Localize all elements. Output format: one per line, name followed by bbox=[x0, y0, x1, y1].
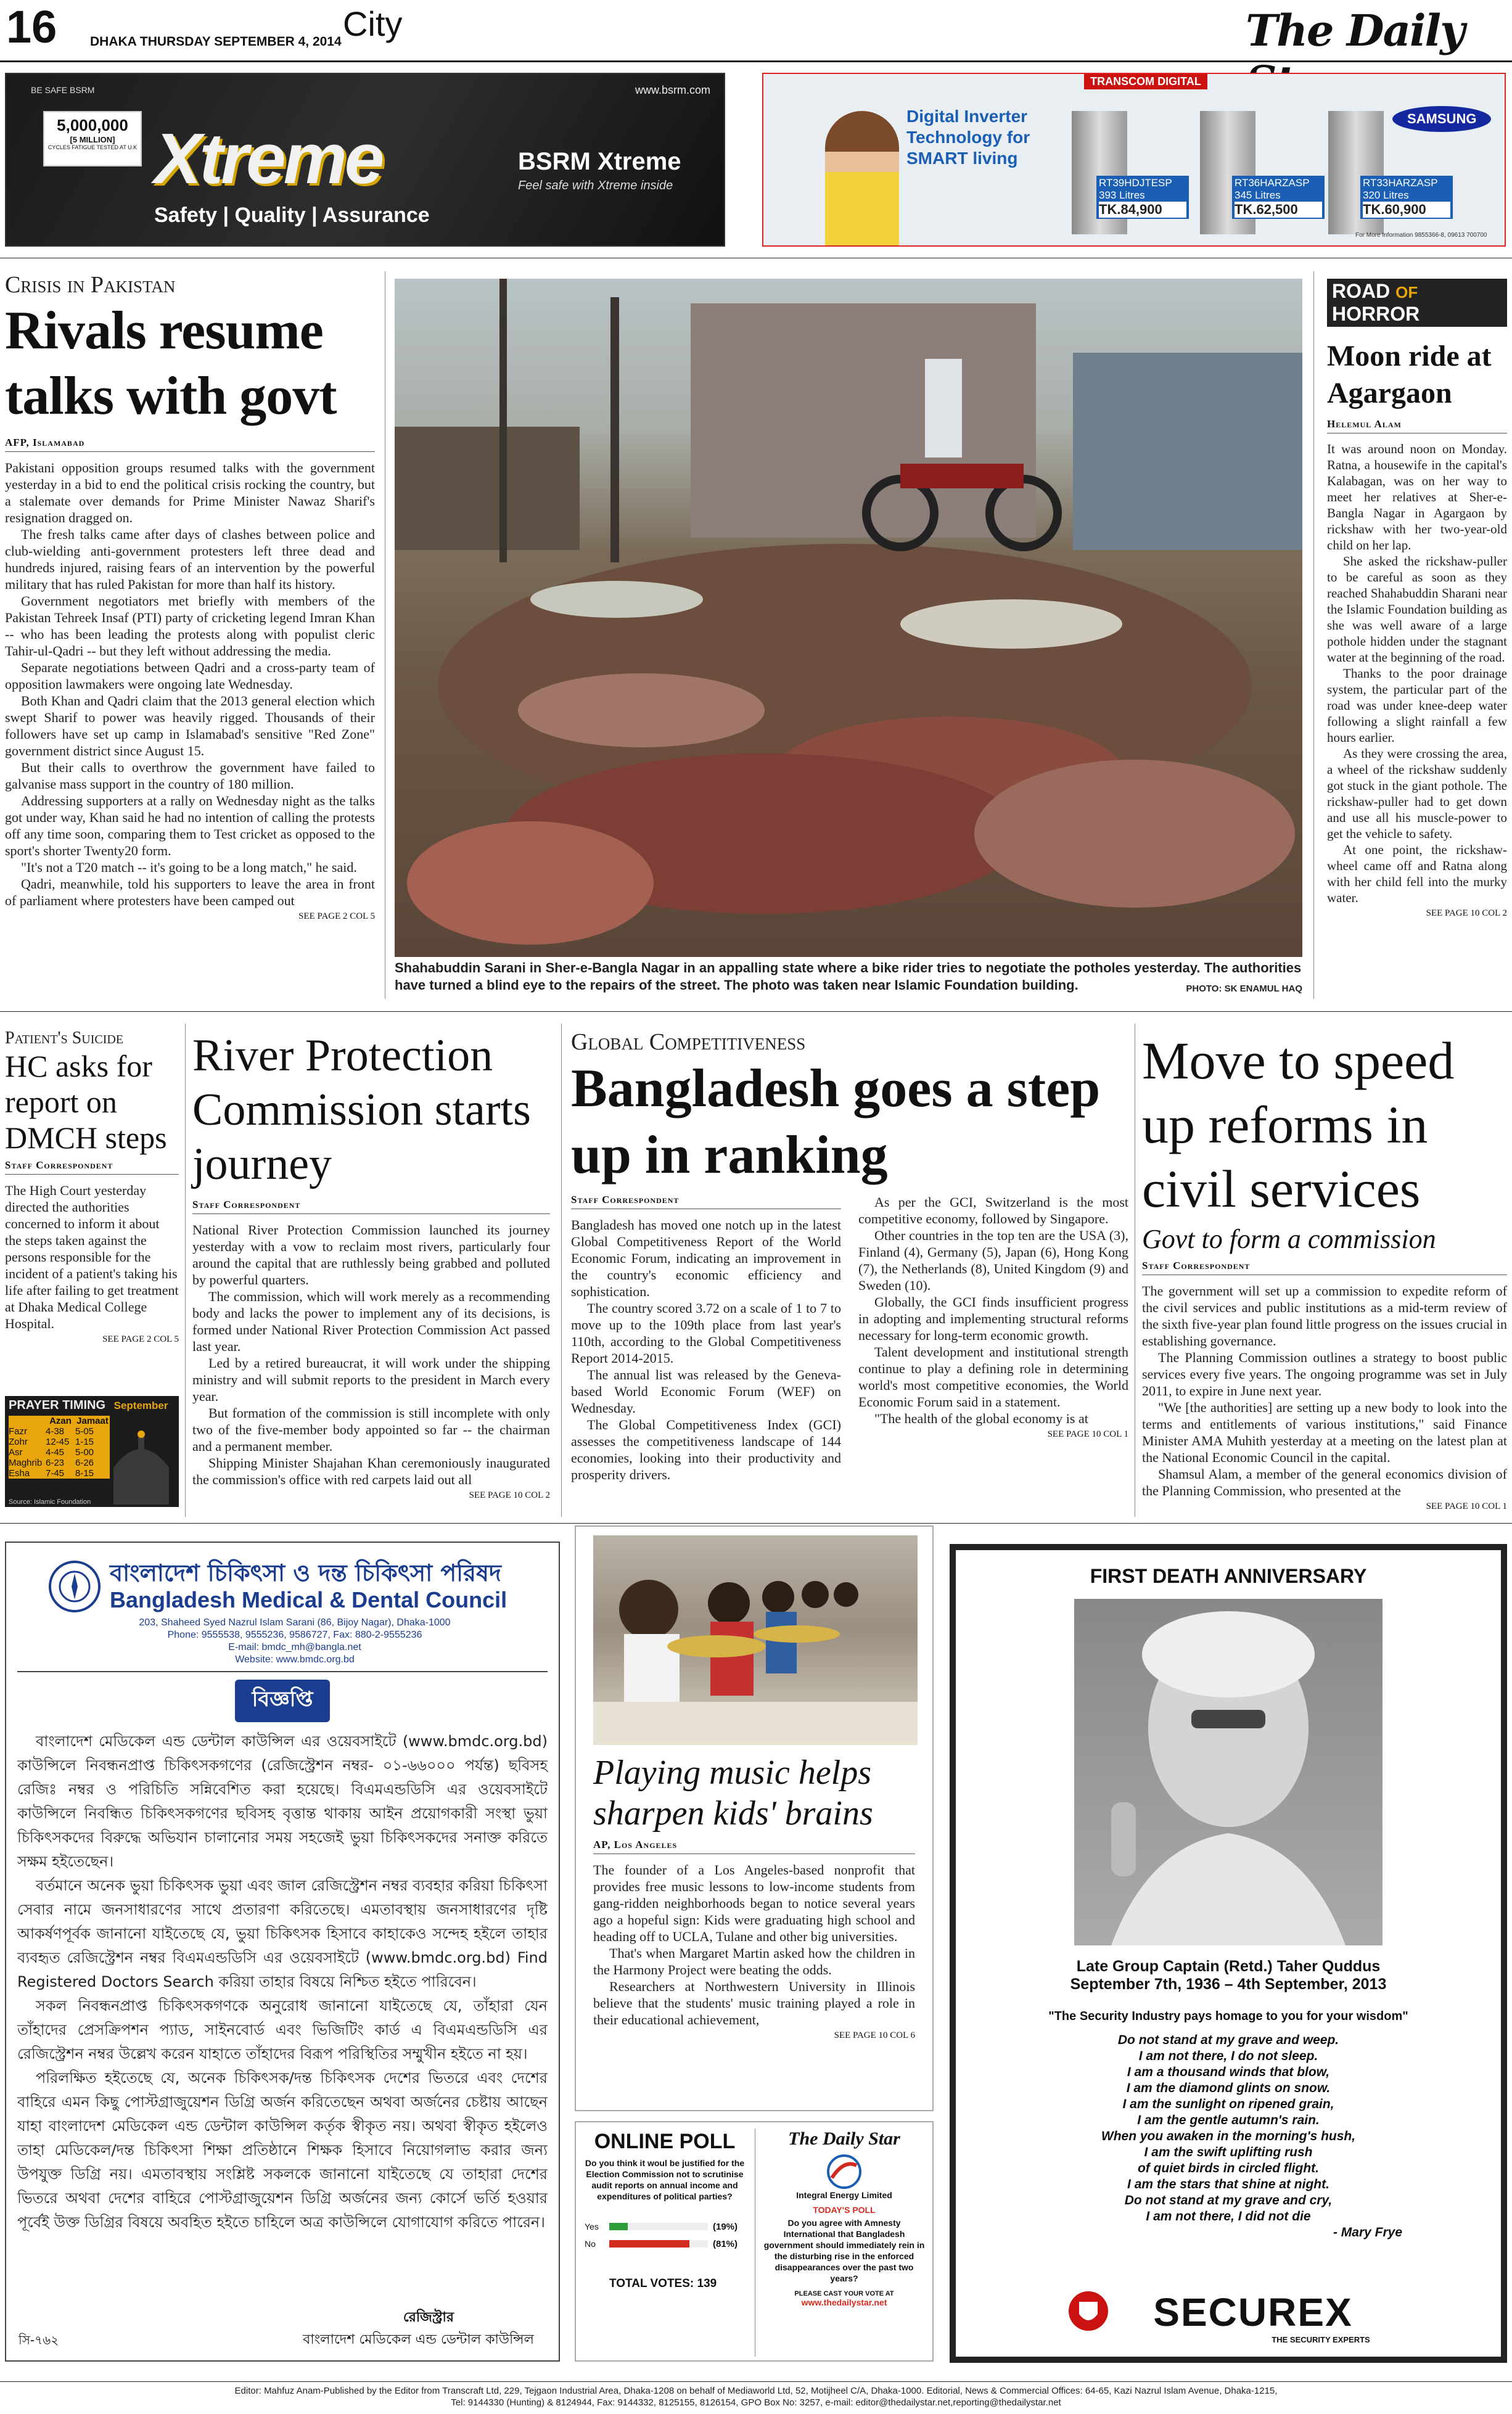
story-body bbox=[858, 1194, 1128, 1427]
bsrm-badge: BE SAFE BSRM bbox=[31, 85, 95, 95]
paragraph: Led by a retired bureaucrat, it will work under the shipping ministry and will submit reports to the president in March every year. bbox=[192, 1355, 550, 1404]
paragraph: As per the GCI, Switzerland is the most competitive economy, followed by Singapore. bbox=[858, 1194, 1128, 1226]
model-1 bbox=[1096, 176, 1189, 219]
paragraph: Thanks to the poor drainage system, the particular part of the road was under knee-deep water following a slight rainfall a few hours earlier. bbox=[1327, 666, 1507, 745]
paragraph: Separate negotiations between Qadri and a cross-party team of opposition lawmakers were ongoing late Wednesday. bbox=[5, 660, 375, 692]
road-horror-story bbox=[1327, 279, 1507, 919]
poll-brand: The Daily Star bbox=[788, 2129, 900, 2149]
bmdc-title-en: Bangladesh Medical & Dental Council bbox=[110, 1587, 507, 1612]
poll-total: TOTAL VOTES: 139 bbox=[609, 2277, 717, 2290]
imprint bbox=[0, 2385, 1512, 2408]
headline: Playing music helps sharpen kids' brains bbox=[593, 1754, 873, 1833]
story-body bbox=[593, 1862, 915, 2028]
kicker: Patient's Suicide bbox=[5, 1028, 124, 1048]
samsung-logo: SAMSUNG bbox=[1392, 106, 1491, 132]
byline: AFP, Islamabad bbox=[5, 437, 375, 452]
model-woman bbox=[825, 111, 899, 247]
paragraph: Shipping Minister Shajahan Khan ceremoniously inaugurated the commission's office with red carpets laid out all bbox=[192, 1455, 550, 1487]
life-dates: September 7th, 1936 – 4th September, 2013 bbox=[1070, 1976, 1387, 1993]
poem-line: Do not stand at my grave and weep. bbox=[1117, 2033, 1339, 2047]
todays-poll bbox=[761, 2129, 927, 2307]
paragraph: Globally, the GCI finds insufficient progress in adopting and implementing structural reforms necessary for long-term economic growth. bbox=[858, 1294, 1128, 1343]
model-2 bbox=[1232, 176, 1325, 219]
transcom-logo: TRANSCOM DIGITAL bbox=[1084, 74, 1207, 89]
section-label: City bbox=[343, 4, 403, 43]
civil-story bbox=[1142, 1028, 1507, 1512]
paragraph: "It's not a T20 match -- it's going to be a long match," he said. bbox=[21, 860, 357, 875]
xtreme-brand: Xtreme bbox=[154, 118, 382, 199]
prayer-timing-box bbox=[5, 1396, 179, 1507]
shield-icon bbox=[1067, 2289, 1110, 2333]
model-size: 320 Litres bbox=[1363, 189, 1409, 201]
xtreme-tagline: Safety | Quality | Assurance bbox=[154, 203, 430, 227]
prayer-name: Asr bbox=[9, 1447, 23, 1458]
samsung-headline: Digital Inverter Technology for SMART living bbox=[906, 107, 1030, 168]
azan-time: 4-45 bbox=[46, 1447, 65, 1458]
music-photo bbox=[593, 1535, 918, 1745]
series-label-c: HORROR bbox=[1332, 303, 1420, 325]
bmdc-phone: Phone: 9555538, 9555236, 9586727, Fax: 880-2-9555236 bbox=[167, 1630, 422, 1640]
bsrm-url: www.bsrm.com bbox=[635, 84, 711, 96]
obituary-ad bbox=[950, 1544, 1507, 2363]
poem bbox=[980, 2032, 1476, 2241]
prayer-name: Zohr bbox=[9, 1437, 28, 1447]
option-track bbox=[609, 2223, 708, 2230]
bmdc-website: Website: www.bmdc.org.bd bbox=[235, 1654, 355, 1665]
model-code: RT36HARZASP bbox=[1235, 177, 1310, 189]
trumpet-kids-scene bbox=[593, 1535, 918, 1745]
photo-caption bbox=[395, 959, 1302, 998]
vote-link[interactable]: www.thedailystar.net bbox=[801, 2297, 887, 2307]
table-row bbox=[9, 1447, 110, 1458]
story-body bbox=[1327, 441, 1507, 906]
story-body bbox=[5, 1182, 179, 1332]
col-blank bbox=[9, 1416, 46, 1426]
option-track bbox=[609, 2240, 708, 2248]
subheadline: Govt to form a commission bbox=[1142, 1224, 1436, 1254]
paragraph: But formation of the commission is still incomplete with only two of the five-member body appointed so far -- the chairman and a permanent member. bbox=[192, 1405, 550, 1454]
bsrm-logo: BSRM Xtreme bbox=[518, 148, 681, 175]
gci-story bbox=[571, 1028, 1128, 1483]
poll-sponsor: Integral Energy Limited bbox=[796, 2190, 892, 2200]
option-percent: (19%) bbox=[713, 2221, 738, 2232]
prayer-source: Source: Islamic Foundation bbox=[9, 1498, 91, 1506]
paragraph: Pakistani opposition groups resumed talks with the government yesterday in a bid to end the political crisis rocking the country, but a stalemate over demands for Prime Minister Nawaz Sharif's resignation dragged on. bbox=[5, 460, 375, 525]
poem-line: When you awaken in the morning's hush, bbox=[1101, 2129, 1356, 2143]
poem-line: I am not there, I do not sleep. bbox=[1138, 2049, 1318, 2063]
table-row bbox=[9, 1437, 110, 1447]
poll-question: Do you think it woul be justified for the Election Commission not to scrutinise audit reports on annual income and expenditures of political parties? bbox=[585, 2158, 745, 2201]
series-label-a: ROAD bbox=[1332, 280, 1391, 302]
story-body bbox=[192, 1221, 550, 1488]
col-jamaat: Jamaat bbox=[76, 1416, 109, 1426]
bmdc-contact bbox=[122, 1617, 467, 1666]
see-page: SEE PAGE 10 COL 2 bbox=[469, 1490, 550, 1500]
bmdc-email: E-mail: bmdc_mh@bangla.net bbox=[228, 1642, 361, 1652]
prayer-title: PRAYER TIMING bbox=[9, 1398, 106, 1412]
paragraph: The fresh talks came after days of clashes between police and club-wielding anti-government protesters left three dead and hundreds injured, raising fears of an intervention by the powerful military that has ruled Pakistan for more than half its history. bbox=[5, 527, 375, 592]
series-label bbox=[1327, 279, 1507, 327]
prayer-name: Fazr bbox=[9, 1426, 27, 1437]
paragraph: পরিলক্ষিত হইতেছে যে, অনেক চিকিৎসক/দন্ত চিকিৎসক দেশের ভিতরে এবং দেশের বাহিরে এমন কিছু পোস্টগ্রাজুয়েশন ডিগ্রি অর্জন করিতেছেন অথবা অর্জনের চেষ্টায় আছেন যাহা বাংলাদেশ মেডিকেল এন্ড ডেন্টাল কাউন্সিল কর্তৃক স্বীকৃত নয়। অথবা স্বীকৃত হইলেও তাহা মেডিকেল/দন্ত চিকিৎসা শিক্ষা প্রতিষ্ঠানে শিক্ষক হিসাবে নিয়োগলাভ করার জন্য উপযুক্ত ডিগ্রি নয়। এমতাবস্থায় সংশ্লিষ্ট সকলকে জানানো যাইতেছে যে তাহারা দেশের ভিতরে অথবা দেশের বাহিরে পোস্টগ্রাজুয়েশন ডিগ্রি অর্জনের জন্য কোর্সে ভর্তি হওয়ার পূর্বেই উক্ত ডিগ্রির বিষয়ে অবহিত হইতে চাহিলে অত্র কাউন্সিলে যোগাযোগ করিতে পারেন। bbox=[17, 2069, 548, 2231]
paragraph: Addressing supporters at a rally on Wednesday night as the talks got under way, Khan said he had no intention of calling the protests off any time soon, comparing them to Test cricket as opposed to the sport's shorter Twenty20 form. bbox=[5, 793, 375, 858]
cycle-count-sub: [5 MILLION] bbox=[70, 135, 115, 144]
option-bar bbox=[609, 2240, 689, 2248]
hc-story bbox=[5, 1028, 179, 1345]
jamaat-time: 5-05 bbox=[75, 1426, 94, 1437]
paragraph: It was around noon on Monday. Ratna, a housewife in the capital's Kalabagan, was on her way to meet her relatives at Sher-e-Bangla Nagar in Agargaon by rickshaw with her two-year-old child on her lap. bbox=[1327, 441, 1507, 552]
jamaat-time: 1-15 bbox=[75, 1437, 94, 1447]
paragraph: The High Court yesterday directed the authorities concerned to inform it about the steps taken against the persons responsible for the incident of a patient's taking his life after failing to get treatment at Dhaka Medical College Hospital. bbox=[5, 1183, 179, 1331]
poll-title: ONLINE POLL bbox=[594, 2130, 736, 2153]
cycle-count: 5,000,000 bbox=[57, 116, 128, 134]
paragraph: The Planning Commission outlines a strategy to boost public services every five years. The ongoing programme was set in July 2011, to expire in June next year. bbox=[1142, 1350, 1507, 1398]
paragraph: That's when Margaret Martin asked how the children in the Harmony Project were beating the odds. bbox=[593, 1945, 915, 1977]
story-body bbox=[5, 459, 375, 909]
lead-left-story bbox=[5, 271, 375, 922]
online-poll bbox=[575, 2121, 934, 2362]
prayer-name: Esha bbox=[9, 1468, 30, 1479]
paragraph: Qadri, meanwhile, told his supporters to leave the area in front of parliament where protesters have been camped out bbox=[5, 876, 375, 908]
securex-logo bbox=[956, 2289, 1501, 2344]
street-scene bbox=[395, 279, 1302, 957]
option-label: Yes bbox=[585, 2222, 599, 2231]
azan-time: 12-45 bbox=[46, 1437, 70, 1447]
story-body bbox=[1142, 1283, 1507, 1499]
page-number: 16 bbox=[6, 1, 57, 52]
prayer-date: September bbox=[113, 1400, 168, 1411]
paragraph: Government negotiators met briefly with members of the Pakistan Tehreek Insaf (PTI) party of cricketing legend Imran Khan -- who has been leading the protests along with populist cleric Tahir-ul-Qadri -- but they left without addressing the media. bbox=[5, 593, 375, 659]
paragraph: বর্তমানে অনেক ভুয়া চিকিৎসক ভুয়া এবং জাল রেজিস্ট্রেশন নম্বর ব্যবহার করিয়া চিকিৎসা সেবার নামে জনসাধারণের সাথে প্রতারণা করিতেছে। এমতাবস্থায় জনসাধারণের দৃষ্টি আকর্ষণপূর্বক জানানো যাইতেছে যে, ভুয়া চিকিৎসক হিসাবে কাহাকেও সন্দেহ হইলে তাহার ব্যবহৃত রেজিস্ট্রেশন নম্বর বিএমএন্ডডিসি এর ওয়েবসাইটে (www.bmdc.org.bd) Find Registered Doctors Search করিয়া তাহার বিষয়ে নিশ্চিত হইতে পারিবেন। bbox=[17, 1877, 548, 1990]
notice-title-wrap bbox=[17, 1680, 548, 1722]
poem-line: I am the sunlight on ripened grain, bbox=[1122, 2097, 1334, 2111]
music-story bbox=[575, 1525, 934, 2111]
paragraph: সকল নিবন্ধনপ্রাপ্ত চিকিৎসকগণকে অনুরোধ জানানো যাইতেছে যে, তাঁহারা যেন তাঁহাদের প্রেসক্রিপশন প্যাড, সাইনবোর্ড এবং ভিজিটিং কার্ড এ বিএমএন্ডডিসি এর রেজিস্ট্রেশন নম্বর উল্লেখ করেন যাহাতে তাঁহাদের বিরূপ পরিস্থিতির সম্মুখীন হইতে না হয়। bbox=[17, 1997, 548, 2063]
jamaat-time: 6-26 bbox=[75, 1458, 94, 1468]
column-2 bbox=[858, 1194, 1128, 1483]
prayer-table bbox=[9, 1416, 110, 1479]
todays-poll-label: TODAY'S POLL bbox=[813, 2205, 876, 2215]
paragraph: The government will set up a commission to expedite reform of the civil services and public institutions as a mid-term review of the sixth five-year plan found little progress on the issues crucial in establishing governance. bbox=[1142, 1283, 1508, 1349]
byline: Helemul Alam bbox=[1327, 418, 1507, 433]
dateline: DHAKA THURSDAY SEPTEMBER 4, 2014 bbox=[90, 35, 342, 49]
paragraph: National River Protection Commission launched its journey yesterday with a vow to reclaim most rivers, particularly four around the capital that are ruthlessly being grabbed and polluted by powerful quarters. bbox=[192, 1222, 550, 1287]
bmdc-notice-ad bbox=[5, 1542, 560, 2362]
poem-line: I am the gentle autumn's rain. bbox=[1137, 2113, 1320, 2127]
byline: Staff Correspondent bbox=[571, 1194, 841, 1209]
see-page: SEE PAGE 10 COL 2 bbox=[1426, 908, 1507, 918]
paragraph: Both Khan and Qadri claim that the 2013 general election which swept Sharif to power was heavily rigged. Thousands of their followers have set up camp in Islamabad's sensitive "Red Zone" government district since August 15. bbox=[5, 693, 375, 758]
poem-line: Do not stand at my grave and cry, bbox=[1124, 2193, 1333, 2207]
poem-author: - Mary Frye bbox=[1333, 2225, 1402, 2240]
poll-option-yes bbox=[585, 2218, 745, 2235]
paragraph: The commission, which will work merely as a recommending body and lacks the power to implement any of its decisions, is formed under National River Protection Commission Act passed last year. bbox=[192, 1289, 550, 1354]
cycle-count-box bbox=[43, 111, 142, 166]
model-price: TK.60,900 bbox=[1363, 202, 1450, 218]
paragraph: At one point, the rickshaw-wheel came off and Ratna along with her child fell into the murky water. bbox=[1327, 842, 1507, 905]
see-page: SEE PAGE 2 COL 5 bbox=[102, 1334, 179, 1344]
samsung-ad bbox=[762, 73, 1506, 247]
see-page: SEE PAGE 10 COL 1 bbox=[1047, 1429, 1128, 1439]
byline: Staff Correspondent bbox=[1142, 1260, 1507, 1275]
photo-credit: PHOTO: SK ENAMUL HAQ bbox=[1186, 983, 1302, 994]
headline: Bangladesh goes a step up in ranking bbox=[571, 1059, 1101, 1185]
headline: Moon ride at Agargaon bbox=[1327, 340, 1492, 409]
bsrm-ad bbox=[5, 73, 725, 247]
poll-results bbox=[585, 2130, 745, 2291]
portrait-figure bbox=[1074, 1599, 1383, 1945]
poem-line: I am the diamond glints on snow. bbox=[1126, 2081, 1331, 2095]
column-1 bbox=[571, 1194, 841, 1483]
imprint-line-2: Tel: 9144330 (Hunting) & 8124944, Fax: 9144332, 8125155, 8126154, GPO Box No: 3257, e-mail: editor@thedailystar.net,reporting@thedailystar.net bbox=[451, 2397, 1061, 2408]
table-row bbox=[9, 1458, 110, 1468]
prayer-name: Maghrib bbox=[9, 1458, 43, 1468]
model-3 bbox=[1360, 176, 1453, 219]
azan-time: 6-23 bbox=[46, 1458, 65, 1468]
ad-ref: সি-৭৬২ bbox=[18, 2333, 59, 2347]
poem-line: I am a thousand winds that blow, bbox=[1127, 2065, 1330, 2079]
series-label-b: OF bbox=[1395, 283, 1418, 302]
signatory: রেজিস্ট্রার bbox=[403, 2310, 454, 2325]
option-bar bbox=[609, 2223, 628, 2230]
jamaat-time: 8-15 bbox=[75, 1468, 94, 1479]
gci-columns bbox=[571, 1194, 1128, 1483]
model-code: RT33HARZASP bbox=[1363, 177, 1438, 189]
model-code: RT39HDJTESP bbox=[1099, 177, 1172, 189]
story-body bbox=[571, 1217, 841, 1483]
bmdc-address: 203, Shaheed Syed Nazrul Islam Sarani (86, Bijoy Nagar), Dhaka-1000 bbox=[139, 1617, 451, 1628]
kicker: Crisis in Pakistan bbox=[5, 272, 176, 298]
notice-title: বিজ্ঞপ্তি bbox=[235, 1680, 331, 1722]
paragraph: "The health of the global economy is at bbox=[874, 1411, 1088, 1426]
samsung-footer: For More Information 9855366-8, 09613 700700 bbox=[1355, 232, 1487, 239]
paragraph: "We [the authorities] are setting up a new body to look into the terms and entitlements of various institutions," said Finance Minister AMA Muhith yesterday at a meeting on the latest plan at the National Economic Council in the capital. bbox=[1142, 1400, 1507, 1465]
bmdc-seal-icon bbox=[48, 1560, 101, 1613]
river-story bbox=[192, 1028, 550, 1501]
model-size: 345 Litres bbox=[1235, 189, 1281, 201]
integral-energy-logo-icon bbox=[826, 2153, 863, 2190]
azan-time: 4-38 bbox=[46, 1426, 65, 1437]
see-page: SEE PAGE 10 COL 1 bbox=[1426, 1501, 1507, 1511]
lead-photo bbox=[395, 279, 1302, 957]
sponsor-name: SECUREX bbox=[1153, 2290, 1353, 2334]
bmdc-header bbox=[17, 1549, 548, 1672]
paragraph: বাংলাদেশ মেডিকেল এন্ড ডেন্টাল কাউন্সিল এর ওয়েবসাইটে (www.bmdc.org.bd) কাউন্সিলে নিবন্ধনপ্রাপ্ত চিকিৎসকগণের (রেজিস্ট্রেশন নম্বর- ০১-৬৬০০০ পর্যন্ত) ছবিসহ রেজিঃ নম্বর ও পরিচিতি সন্নিবেশিত করা হয়েছে। বিএমএন্ডডিসি এর ওয়েবসাইটে কাউন্সিলে নিবন্ধিত চিকিৎসকগণের ছবিসহ বৃত্তান্ত থাকায় আইন প্রয়োগকারী সংস্থা ভুয়া চিকিৎসকদের বিরুদ্ধে অভিযান চালানোর সময় সহজেই ভুয়া চিকিৎসকদের সনাক্ত করিতে সক্ষম হইতেছেন। bbox=[17, 1733, 548, 1870]
notice-body bbox=[17, 1730, 548, 2235]
obituary-title: FIRST DEATH ANNIVERSARY bbox=[1090, 1565, 1367, 1587]
paper-logo: The Daily bbox=[1246, 5, 1464, 56]
imprint-line-1: Editor: Mahfuz Anam-Published by the Editor from Transcraft Ltd, 229, Tejgaon Industrial Area, Dhaka-1208 on behalf of Mediaworld Ltd, 52, Motijheel C/A, Dhaka-1000. Editorial, News & Commercial Offices: 64-65, Kazi Nazrul Islam Avenue, Dhaka-1215, bbox=[234, 2386, 1278, 2396]
paragraph: The Global Competitiveness Index (GCI) assesses the competitiveness landscape of 144 economies, looking into their productivity and prosperity drivers. bbox=[571, 1417, 841, 1482]
paragraph: The founder of a Los Angeles-based nonprofit that provides free music lessons to low-income students from gang-ridden neighborhoods began to notice several years ago a hopeful sign: Kids were graduating high school and heading off to UCLA, Tulane and other big universities. bbox=[593, 1862, 915, 1944]
headline: Rivals resume talks with govt bbox=[5, 301, 337, 426]
option-percent: (81%) bbox=[713, 2238, 738, 2249]
model-price: TK.84,900 bbox=[1099, 202, 1186, 218]
option-label: No bbox=[585, 2239, 596, 2249]
paragraph: Bangladesh has moved one notch up in the latest Global Competitiveness Report of the World Economic Forum, indicating an improvement in the country's economic efficiency and sophistication. bbox=[571, 1217, 841, 1299]
paragraph: Researchers at Northwestern University in Illinois believe that the students' music training played a role in their educational achievement, bbox=[593, 1979, 915, 2027]
paragraph: Talent development and institutional strength continue to play a defining role in determining world's most competitive economies, the World Economic Forum said in a statement. bbox=[858, 1344, 1128, 1410]
caption-text: Shahabuddin Sarani in Sher-e-Bangla Nagar in an appalling state where a bike rider tries to negotiate the potholes yesterday. The authorities have turned a blind eye to the repairs of the street. The photo was taken near Islamic Foundation building. bbox=[395, 960, 1302, 993]
cycle-count-note: CYCLES FATIGUE TESTED AT U.K bbox=[47, 144, 138, 150]
paragraph: Shamsul Alam, a member of the general economics division of the Planning Commission, who presented at the bbox=[1142, 1466, 1507, 1498]
todays-poll-question: Do you agree with Amnesty International that Bangladesh government should immediately rein in the disturbing rise in the enforced disappearances over the past two years? bbox=[763, 2218, 925, 2283]
kicker: Global Competitiveness bbox=[571, 1029, 806, 1055]
mosque-icon bbox=[107, 1424, 175, 1505]
model-size: 393 Litres bbox=[1099, 189, 1145, 201]
headline: HC asks for report on DMCH steps bbox=[5, 1049, 167, 1155]
homage-quote: "The Security Industry pays homage to you for your wisdom" bbox=[1048, 2010, 1408, 2023]
paragraph: But their calls to overthrow the government have failed to galvanise mass support in the country of 180 million. bbox=[5, 760, 375, 792]
byline: AP, Los Angeles bbox=[593, 1839, 915, 1854]
poem-line: of quiet birds in circled flight. bbox=[1137, 2161, 1319, 2175]
see-page: SEE PAGE 10 COL 6 bbox=[834, 2030, 915, 2040]
table-row bbox=[9, 1426, 110, 1437]
col-azan: Azan bbox=[49, 1416, 72, 1426]
headline: Move to speed up reforms in civil services bbox=[1142, 1031, 1455, 1218]
bmdc-title-bn: বাংলাদেশ চিকিৎসা ও দন্ত চিকিৎসা পরিষদ bbox=[110, 1559, 501, 1587]
poem-line: I am not there, I did not die bbox=[1146, 2209, 1311, 2223]
headline: River Protection Commission starts journey bbox=[192, 1030, 531, 1189]
see-page: SEE PAGE 2 COL 5 bbox=[298, 911, 375, 921]
azan-time: 7-45 bbox=[46, 1468, 65, 1479]
bsrm-slogan: Feel safe with Xtreme inside bbox=[518, 179, 673, 192]
poem-line: I am the swift uplifting rush bbox=[1144, 2145, 1313, 2159]
signatory-org: বাংলাদেশ মেডিকেল এন্ড ডেন্টাল কাউন্সিল bbox=[303, 2332, 534, 2347]
poem-line: I am the stars that shine at night. bbox=[1127, 2177, 1329, 2191]
paragraph: Other countries in the top ten are the USA (3), Finland (4), Germany (5), Japan (6), Hong Kong (7), the Netherlands (8), United Kingdom (9) and Sweden (10). bbox=[858, 1228, 1128, 1293]
vote-prompt: PLEASE CAST YOUR VOTE AT bbox=[794, 2290, 894, 2297]
sponsor-tag: THE SECURITY EXPERTS bbox=[1272, 2335, 1370, 2344]
model-price: TK.62,500 bbox=[1235, 202, 1322, 218]
jamaat-time: 5-00 bbox=[75, 1447, 94, 1458]
poll-option-no bbox=[585, 2235, 745, 2252]
paragraph: The annual list was released by the Geneva-based World Economic Forum (WEF) on Wednesday. bbox=[571, 1367, 841, 1416]
portrait-photo bbox=[1074, 1599, 1383, 1945]
deceased-name: Late Group Captain (Retd.) Taher Quddus bbox=[1076, 1958, 1381, 1975]
table-row bbox=[9, 1468, 110, 1479]
masthead bbox=[0, 0, 1512, 62]
paragraph: She asked the rickshaw-puller to be careful as soon as they reached Shahabuddin Sharani near the Islamic Foundation building as she was well aware of a large pothole hidden under the stagnant water at the beginning of the road. bbox=[1327, 554, 1507, 665]
byline: Staff Correspondent bbox=[5, 1159, 179, 1175]
paragraph: The country scored 3.72 on a scale of 1 to 7 to move up to the 109th place from last year's 110th, according to the Global Competitiveness Report 2014-2015. bbox=[571, 1300, 841, 1366]
poll-options bbox=[585, 2218, 745, 2252]
paragraph: As they were crossing the area, a wheel of the rickshaw suddenly got stuck in the giant pothole. The rickshaw-puller had to get down and use all his muscle-power to get the vehicle to safety. bbox=[1327, 746, 1507, 841]
byline: Staff Correspondent bbox=[192, 1199, 550, 1214]
